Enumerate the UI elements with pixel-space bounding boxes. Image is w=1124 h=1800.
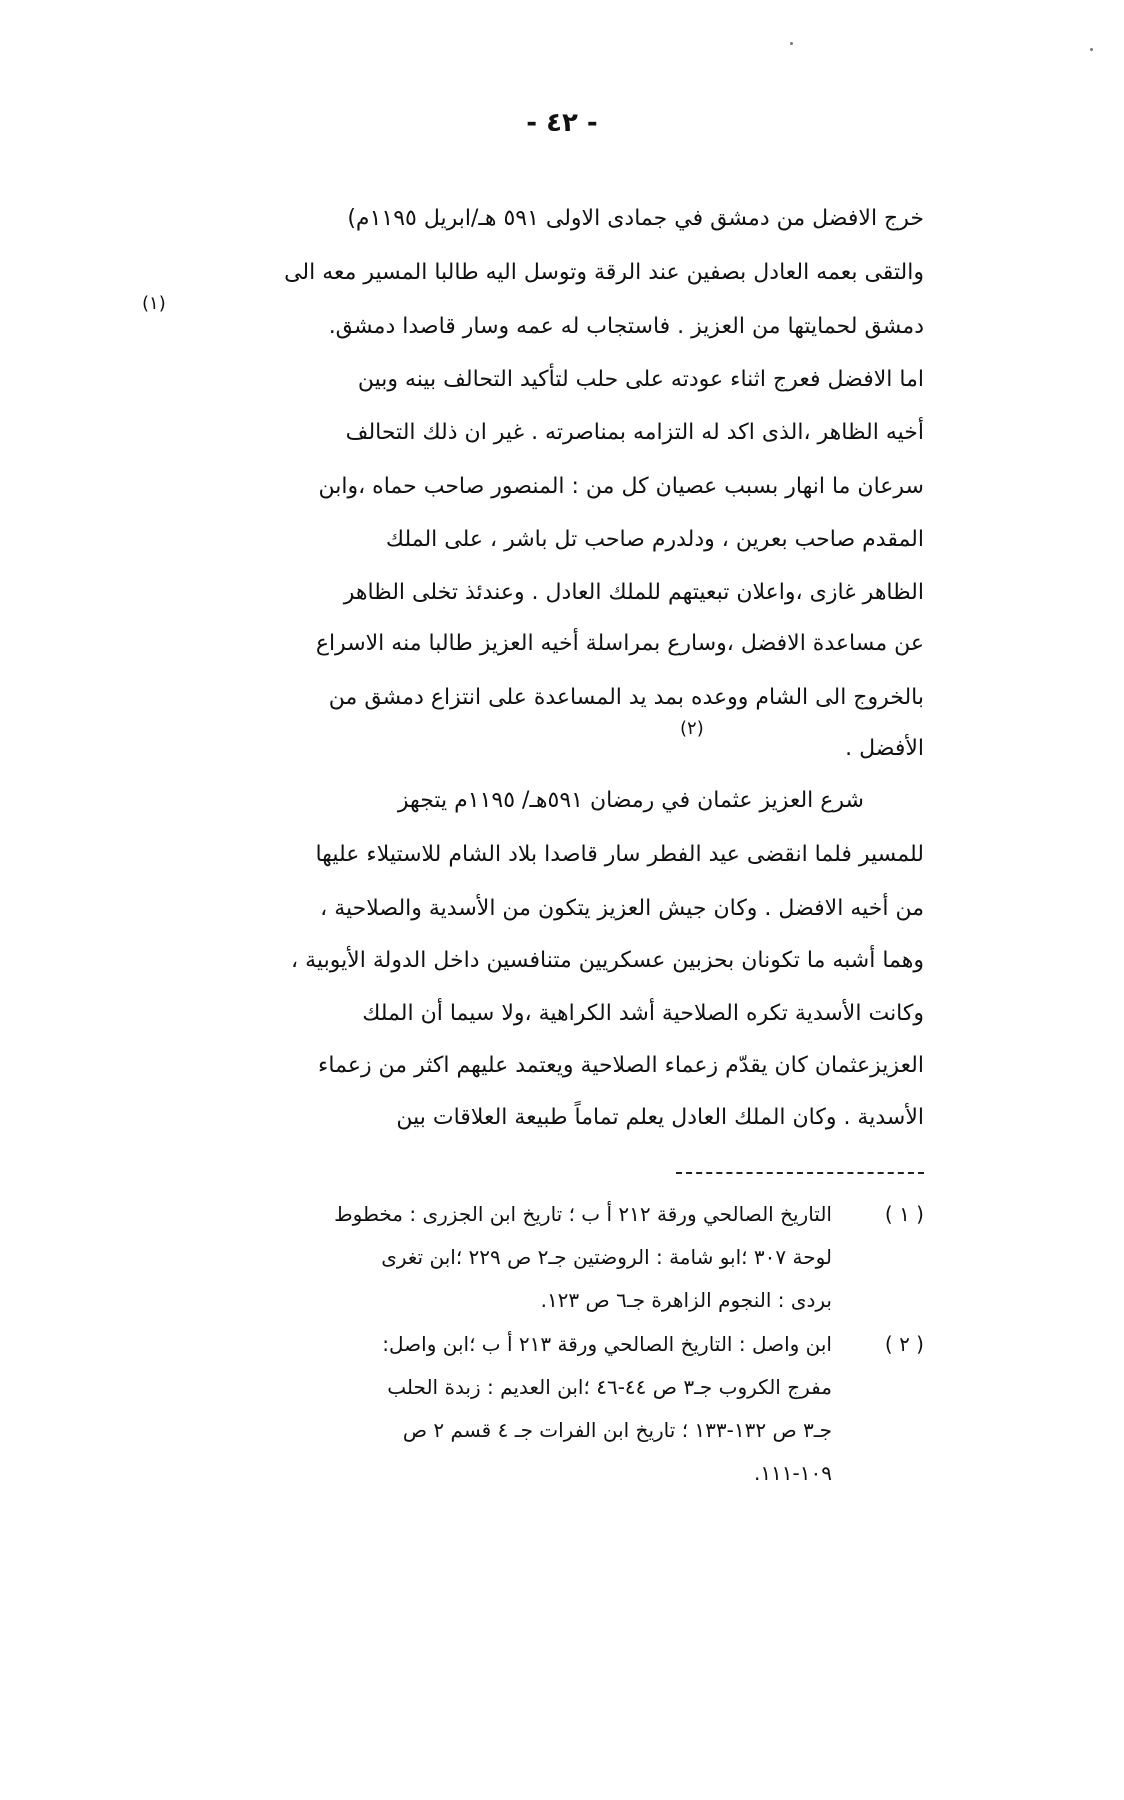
page-number: - ٤٢ - [526, 108, 598, 138]
body-line: العزيزعثمان كان يقدّم زعماء الصلاحية ويعتمد عليهم اكثر من زعماء [318, 1053, 924, 1078]
footnote-reference: (١) [142, 293, 166, 314]
footnote-separator [676, 1172, 924, 1174]
footnote-line: ١٠٩-١١١. [753, 1461, 832, 1485]
body-line: الأفضل . [845, 736, 924, 761]
body-line: وكانت الأسدية تكره الصلاحية أشد الكراهية ،ولا سيما أن الملك [362, 1001, 924, 1026]
scan-speck [1090, 48, 1093, 51]
body-line: أخيه الظاهر ،الذى اكد له التزامه بمناصرته . غير ان ذلك التحالف [345, 420, 924, 445]
body-line: المقدم صاحب بعرين ، ودلدرم صاحب تل باشر ، على الملك [385, 527, 924, 552]
body-line: شرع العزيز عثمان في رمضان ٥٩١هـ/ ١١٩٥م يتجهز [397, 788, 864, 813]
footnote-marker: ( ١ ) [884, 1202, 924, 1226]
body-line: وهما أشبه ما تكونان بحزبين عسكريين متنافسين داخل الدولة الأيوبية ، [291, 948, 924, 973]
body-line: من أخيه الافضل . وكان جيش العزيز يتكون من الأسدية والصلاحية ، [320, 896, 924, 921]
footnote-line: جـ٣ ص ١٣٢-١٣٣ ؛ تاريخ ابن الفرات جـ ٤ قسم ٢ ص [402, 1418, 832, 1442]
footnote-reference: (٢) [680, 718, 704, 739]
scan-speck [790, 42, 793, 45]
body-line: سرعان ما انهار بسبب عصيان كل من : المنصور صاحب حماه ،وابن [318, 474, 924, 499]
body-line: خرج الافضل من دمشق في جمادى الاولى ٥٩١ هـ/ابريل ١١٩٥م) [347, 206, 924, 231]
footnote-line: مفرج الكروب جـ٣ ص ٤٤-٤٦ ؛ابن العديم : زبدة الحلب [387, 1375, 832, 1399]
body-line: والتقى بعمه العادل بصفين عند الرقة وتوسل اليه طالبا المسير معه الى [284, 260, 924, 285]
body-line: دمشق لحمايتها من العزيز . فاستجاب له عمه وسار قاصدا دمشق. [328, 314, 924, 339]
body-line: الأسدية . وكان الملك العادل يعلم تماماً طبيعة العلاقات بين [396, 1105, 924, 1130]
footnote-line: ابن واصل : التاريخ الصالحي ورقة ٢١٣ أ ب ؛ابن واصل: [382, 1332, 832, 1356]
footnote-line: بردى : النجوم الزاهرة جـ٦ ص ١٢٣. [540, 1288, 832, 1312]
body-line: عن مساعدة الافضل ،وسارع بمراسلة أخيه العزيز طالبا منه الاسراع [315, 631, 924, 656]
body-line: بالخروج الى الشام ووعده بمد يد المساعدة على انتزاع دمشق من [328, 685, 924, 710]
body-line: اما الافضل فعرج اثناء عودته على حلب لتأكيد التحالف بينه وبين [357, 367, 924, 392]
footnote-line: لوحة ٣٠٧ ؛ابو شامة : الروضتين جـ٢ ص ٢٢٩ ؛ابن تغرى [381, 1245, 832, 1269]
body-line: الظاهر غازى ،واعلان تبعيتهم للملك العادل . وعندئذ تخلى الظاهر [343, 580, 924, 605]
body-line: للمسير فلما انقضى عيد الفطر سار قاصدا بلاد الشام للاستيلاء عليها [315, 842, 924, 867]
footnote-marker: ( ٢ ) [884, 1332, 924, 1356]
footnote-line: التاريخ الصالحي ورقة ٢١٢ أ ب ؛ تاريخ ابن الجزرى : مخطوط [334, 1202, 832, 1226]
